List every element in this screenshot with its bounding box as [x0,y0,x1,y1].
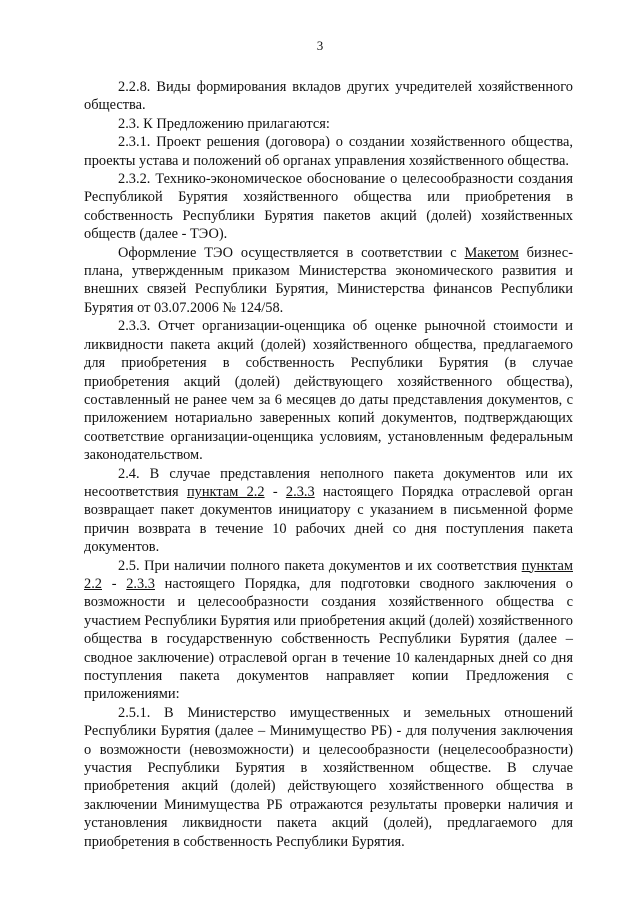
point-2-2-link[interactable]: пунктам 2.2 [84,557,573,592]
paragraph-2-3: 2.3. К Предложению прилагаются: [118,115,330,132]
paragraph-text: бизнес-плана, утвержденным приказом Министерства экономического развития и внешних связей Республики Бурятия, Министерства финансов Республики Бурятия от 03.07.2006 № 124/58. [84,244,573,316]
paragraph-text: - [102,575,127,592]
paragraph-2-5-1: 2.5.1. В Министерство имущественных и земельных отношений Республики Бурятия (далее – Минимущество РБ) - для получения заключения о возможности (невозможности) и целесообразности (нецелесообразности) участия Республики Бурятия в хозяйственном обществе. В случае приобретения акций (долей) действующего хозяйственного общества в заключении Минимущества РБ отражаются результаты проверки наличия и установления ликвидности пакета акций (долей), предлагаемого для приобретения в собственность Республики Бурятия. [84,704,573,850]
document-body [84,78,573,851]
paragraph-2-5 [84,557,573,704]
paragraph-2-3-3: 2.3.3. Отчет организации-оценщика об оценке рыночной стоимости и ликвидности пакета акций (долей) хозяйственного общества, предлагаемого для приобретения в собственность Республики Бурятия (в случае приобретения акций (долей) действующего хозяйственного общества), составленный не ранее чем за 6 месяцев до даты представления документов, с приложением нотариально заверенных копий документов, подтверждающих соответствие организации-оценщика условиям, установленным федеральным законодательством. [84,318,573,464]
point-2-3-3-link[interactable]: 2.3.3 [285,483,315,500]
point-2-3-3-link[interactable]: 2.3.3 [126,575,155,592]
paragraph-text: Оформление ТЭО осуществляется в соответствии с [118,244,465,261]
point-2-2-link[interactable]: пунктам 2.2 [186,483,265,500]
paragraph-text: 2.4. В случае представления неполного пакета документов или их несоответствия [84,465,573,500]
paragraph-text: настоящего Порядка, для подготовки сводного заключения о возможности и целесообразности создания хозяйственного общества с участием Республики Бурятия или приобретения акций (долей) хозяйственного общества в государственную собственность Республики Бурятия (далее – сводное заключение) отраслевой орган в течение 10 календарных дней со дня поступления пакета документов направляет копии Предложения с приложениями: [84,575,573,703]
paragraph-2-4 [84,465,573,557]
paragraph-text: настоящего Порядка отраслевой орган возвращает пакет документов инициатору с указанием в письменной форме причин возврата в течение 10 рабочих дней со дня поступления пакета документов. [84,483,573,556]
maket-link[interactable]: Макетом [464,244,519,261]
paragraph-2-3-2: 2.3.2. Технико-экономическое обоснование о целесообразности создания Республикой Бурятия хозяйственного общества или приобретения в собственность Республики Бурятия пакетов акций (долей) хозяйственных обществ (далее - ТЭО). [84,171,573,243]
page-number: 3 [316,38,324,53]
paragraph-text: - [264,483,286,500]
paragraph-teo-format [84,244,573,318]
paragraph-2-3-1: 2.3.1. Проект решения (договора) о создании хозяйственного общества, проекты устава и положений об органах управления хозяйственного общества. [84,134,573,169]
paragraph-2-2-8: 2.2.8. Виды формирования вкладов других учредителей хозяйственного общества. [84,79,573,114]
paragraph-text: 2.5. При наличии полного пакета документов и их соответствия [118,557,522,574]
